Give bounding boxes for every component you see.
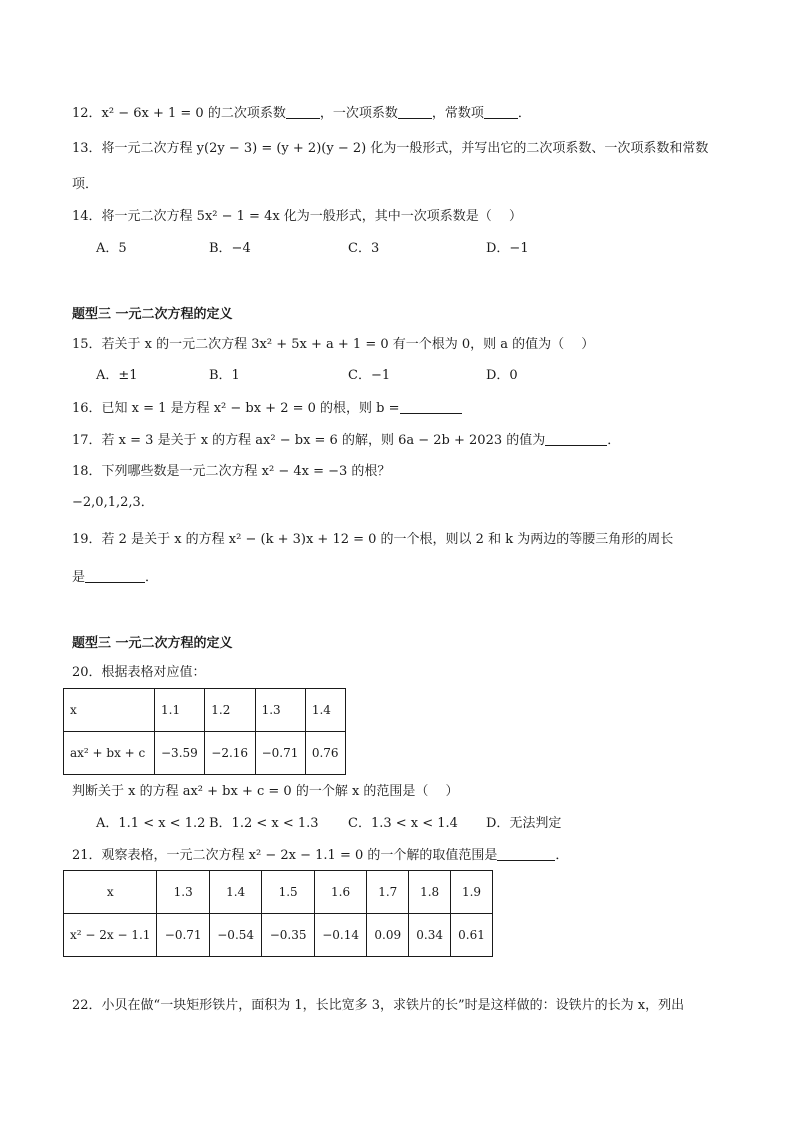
- table-cell: −0.14: [314, 914, 366, 957]
- table-cell: 1.8: [409, 871, 451, 914]
- table-cell: −0.71: [255, 732, 305, 775]
- table-cell: 0.61: [451, 914, 493, 957]
- table-row: [64, 732, 346, 775]
- table-cell: 1.5: [262, 871, 314, 914]
- question-19: 19．若 2 是关于 x 的方程 x² − (k + 3)x + 12 = 0 的一个根，则以 2 和 k 为两边的等腰三角形的周长: [72, 532, 674, 547]
- table-row: [64, 914, 493, 957]
- question-13-continued: 项．: [72, 177, 99, 192]
- q12-blank-3: [484, 104, 518, 119]
- q16-text: 16．已知 x = 1 是方程 x² − bx + 2 = 0 的根，则 b =: [72, 401, 400, 416]
- q16-blank: [400, 399, 462, 414]
- q20-option-c: C．1.3 < x < 1.4: [348, 816, 458, 831]
- table-cell: 1.4: [209, 871, 261, 914]
- table-cell: −0.35: [262, 914, 314, 957]
- question-17: [72, 431, 620, 450]
- q20-option-b: B．1.2 < x < 1.3: [209, 816, 319, 831]
- question-22: 22．小贝在做“一块矩形铁片，面积为 1，长比宽多 3，求铁片的长”时是这样做的：设铁片的长为 x，列出: [72, 998, 685, 1013]
- q20-option-d: D．无法判定: [486, 816, 562, 831]
- q14-option-b: B．−4: [209, 241, 251, 256]
- question-15: 15．若关于 x 的一元二次方程 3x² + 5x + a + 1 = 0 有一个根为 0，则 a 的值为（ ）: [72, 337, 595, 352]
- section-heading-1: 题型三 一元二次方程的定义: [72, 307, 233, 322]
- q14-option-d: D．−1: [486, 241, 529, 256]
- q15-option-a: A．±1: [96, 368, 138, 383]
- section-heading-2: 题型三 一元二次方程的定义: [72, 636, 233, 651]
- table-cell: −2.16: [205, 732, 255, 775]
- table-cell: 1.9: [451, 871, 493, 914]
- question-19-continued: [72, 568, 158, 587]
- q21-blank: [497, 846, 555, 861]
- q19-blank: [85, 568, 145, 583]
- table-cell: 0.76: [305, 732, 345, 775]
- q15-option-c: C．−1: [348, 368, 391, 383]
- q21-end: ．: [555, 848, 569, 863]
- q17-text: 17．若 x = 3 是关于 x 的方程 ax² − bx = 6 的解，则 6a − 2b + 2023 的值为: [72, 433, 546, 448]
- table-cell: 0.09: [367, 914, 409, 957]
- table-cell: x² − 2x − 1.1: [64, 914, 157, 957]
- q18-numbers: −2,0,1,2,3．: [72, 495, 154, 510]
- q12-blank-1: [286, 104, 320, 119]
- question-12: [72, 104, 531, 123]
- question-16: [72, 399, 462, 418]
- q20-option-a: A．1.1 < x < 1.2: [96, 816, 206, 831]
- q12-text-2: ，一次项系数: [319, 106, 398, 121]
- table-cell: 1.3: [255, 689, 305, 732]
- question-21: [72, 846, 568, 865]
- q14-option-a: A．5: [96, 241, 127, 256]
- question-18: 18．下列哪些数是一元二次方程 x² − 4x = −3 的根？: [72, 464, 391, 479]
- question-20: 20．根据表格对应值：: [72, 665, 206, 680]
- table-cell: x: [64, 871, 157, 914]
- table-cell: x: [64, 689, 155, 732]
- q17-blank: [545, 431, 607, 446]
- q15-option-d: D．0: [486, 368, 518, 383]
- q20-question: 判断关于 x 的方程 ax² + bx + c = 0 的一个解 x 的范围是（ ）: [72, 784, 459, 799]
- table-cell: −3.59: [155, 732, 205, 775]
- q14-option-c: C．3: [348, 241, 380, 256]
- table-cell: 1.7: [367, 871, 409, 914]
- table-cell: −0.54: [209, 914, 261, 957]
- q19-text-2: 是: [72, 570, 86, 585]
- table-cell: −0.71: [157, 914, 209, 957]
- q21-text: 21．观察表格，一元二次方程 x² − 2x − 1.1 = 0 的一个解的取值范围是: [72, 848, 498, 863]
- q19-end: ．: [145, 570, 159, 585]
- table-cell: 1.2: [205, 689, 255, 732]
- q12-text-3: ，常数项: [431, 106, 484, 121]
- table-cell: 1.3: [157, 871, 209, 914]
- question-13: 13．将一元二次方程 y(2y − 3) = (y + 2)(y − 2) 化为一般形式，并写出它的二次项系数、一次项系数和常数: [72, 141, 709, 156]
- q20-table: [63, 688, 346, 775]
- q17-end: ．: [607, 433, 621, 448]
- q12-blank-2: [398, 104, 432, 119]
- question-14: 14．将一元二次方程 5x² − 1 = 4x 化为一般形式，其中一次项系数是（ ）: [72, 209, 522, 224]
- table-cell: 1.1: [155, 689, 205, 732]
- table-cell: 1.4: [305, 689, 345, 732]
- q15-option-b: B．1: [209, 368, 240, 383]
- q12-end: ．: [517, 106, 531, 121]
- table-row: [64, 871, 493, 914]
- table-cell: ax² + bx + c: [64, 732, 155, 775]
- q21-table: [63, 870, 493, 957]
- q12-text: 12．x² − 6x + 1 = 0 的二次项系数: [72, 106, 286, 121]
- table-cell: 1.6: [314, 871, 366, 914]
- table-row: [64, 689, 346, 732]
- table-cell: 0.34: [409, 914, 451, 957]
